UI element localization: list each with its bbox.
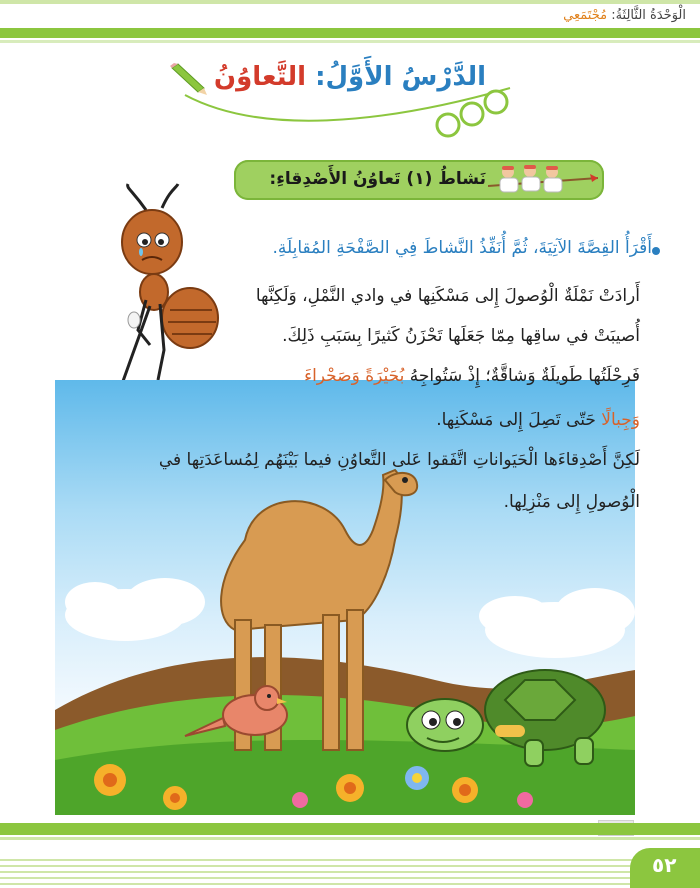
story-line: أُصيبَتْ في ساقِها مِمّا جَعَلَها تَحْزَنُ كَثيرًا بِسَبَبِ ذَلِكَ.: [282, 326, 640, 346]
children-pulling-rope-icon: [488, 164, 598, 196]
footer-stripes: [0, 856, 640, 888]
header-bar: [0, 28, 700, 38]
lesson-title-topic: التَّعاوُنُ: [213, 62, 307, 92]
story-line: [304, 366, 640, 386]
lesson-title: [0, 62, 700, 92]
footer-bar-thin: [0, 837, 700, 840]
footer-bar: [0, 823, 700, 835]
unit-label: [563, 8, 686, 23]
animals-scene-illustration: [55, 380, 635, 815]
story-highlight-desert: وَصَحْراءَ: [304, 366, 360, 386]
activity-title: نَشاطُ (١) تَعاوُنُ الأَصْدِقاءِ:: [269, 169, 486, 189]
lesson-title-separator: :: [315, 62, 326, 92]
story-text: فَرِحْلَتُها طَويلَةٌ وَشاقَّةٌ؛ إِذْ سَتُواجِهُ: [409, 366, 640, 386]
story-line: لَكِنَّ أَصْدِقاءَها الْحَيَواناتِ اتَّفَقوا عَلى التَّعاوُنِ فيما بَيْنَهُم لِمُساعَدَتِها في: [158, 450, 640, 470]
page-number: ٥٢: [652, 853, 677, 877]
story-highlight-mountains: وَجِبالًا: [601, 410, 640, 430]
page-header: [0, 0, 700, 40]
lesson-title-main: الدَّرْسُ الأَوَّلُ: [325, 62, 487, 92]
unit-prefix: الْوَحْدَةُ الثَّالِثَةُ:: [611, 8, 686, 23]
story-line: الْوُصولِ إِلى مَنْزِلِها.: [503, 492, 640, 512]
story-text: حَتّى تَصِلَ إِلى مَسْكَنِها.: [436, 410, 596, 430]
unit-name: مُجْتَمَعِي: [563, 8, 608, 23]
story-line: أَرادَتْ نَمْلَةٌ الْوُصولَ إِلى مَسْكَنِها في وادي النَّمْلِ، وَلَكِنَّها: [255, 286, 640, 306]
story-highlight-lake: بُحَيْرَةً: [365, 366, 405, 386]
instruction-text: أَقْرَأُ القِصَّةَ الآتِيَةَ، ثُمَّ أُنَفِّذُ النَّشاطَ فِي الصَّفْحَةِ المُقابِلَةِ.: [272, 238, 652, 258]
header-bar-thin: [0, 40, 700, 43]
activity-banner: [234, 160, 604, 200]
injured-ant-illustration: [112, 180, 224, 390]
instruction-bullet: [652, 247, 660, 255]
story-line: [436, 410, 640, 430]
